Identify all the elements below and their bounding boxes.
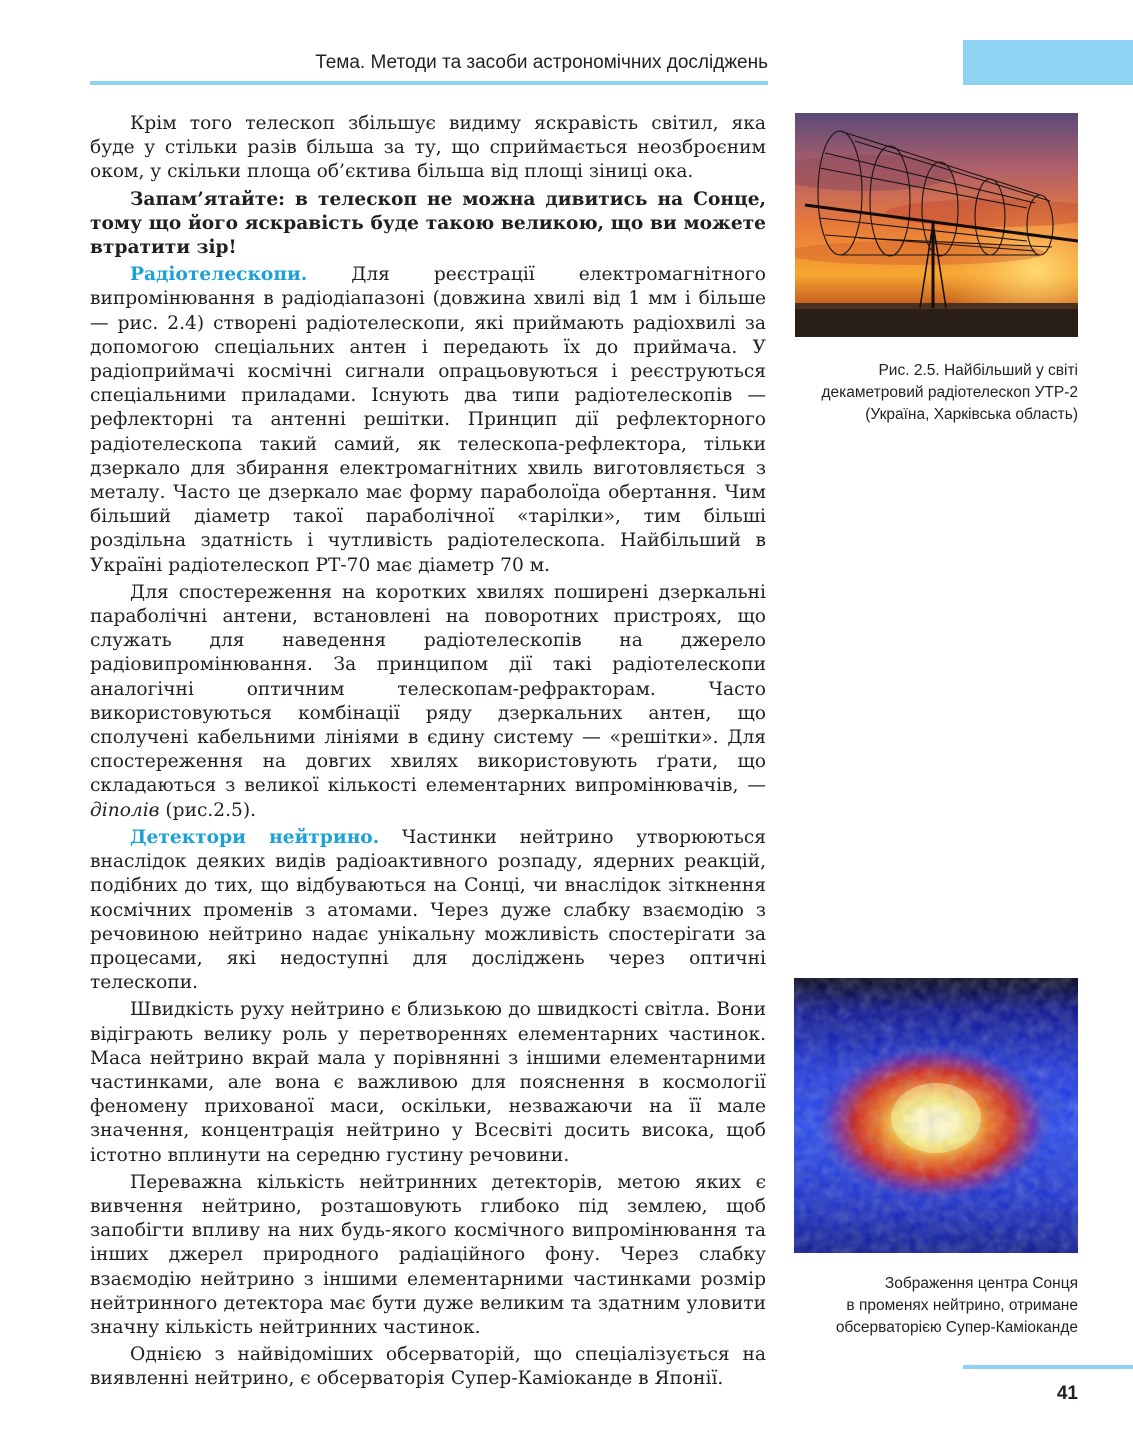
paragraph-short-waves [90,581,766,823]
paragraph-neutrino-detectors [90,826,766,995]
neutrino-sun-image [794,978,1078,1253]
footer-rule [963,1365,1133,1369]
figure2-caption-line: в променях нейтрино, отримане [846,1297,1078,1314]
dipoles-term: діполів [90,799,160,821]
figure1-caption-line: декаметровий радіотелескоп УТР-2 [821,384,1078,401]
paragraph-detector-location: Переважна кількість нейтринних детекторів, метою яких є вивчення нейтрино, розташовують глибоко під землею, щоб запобігти впливу на них будь-якого космічного випромінювання та інших джерел природного радіаційного фону. Через слабку взаємодію нейтрино з іншими елементарними частинками розмір нейтринного детектора має бути дуже великим та здатним уловити значну кількість нейтринних частинок. [90,1171,766,1338]
paragraph-neutrino-speed: Швидкість руху нейтрино є близькою до швидкості світла. Вони відіграють велику роль у перетвореннях елементарних частинок. Маса нейтрино вкрай мала у порівнянні з іншими елементарними частинками, але вона є важливою для пояснення в космології феномену прихованої маси, оскільки, незважаючи на її мале значення, концентрація нейтрино у Всесвіті досить висока, щоб істотно вплинути на середню густину речовини. [90,999,766,1166]
paragraph-super-kamiokande: Однією з найвідоміших обсерваторій, що спеціалізується на виявленні нейтрино, є обсерваторія Супер-Каміоканде в Японії. [90,1344,766,1390]
page-header-title: Тема. Методи та засоби астрономічних досліджень [315,52,768,73]
radiotelescopes-text: Для реєстрації електромагнітного випромінювання в радіодіапазоні (довжина хвилі від 1 мм і більше — рис. 2.4) створені радіотелескопи, які приймають радіохвилі за допомогою спеціальних антен і передають їх до приймача. У радіоприймачі космічні сигнали опрацьовуються і реєструються спеціальними приладами. Існують два типи радіотелескопів — рефлекторні та антенні решітки. Принцип дії рефлекторного радіотелескопа такий самий, як телескопа-рефлектора, тільки дзеркало для збирання електромагнітних хвиль виготовляється з металу. Часто це дзеркало має форму параболоїда обертання. Чим більший діаметр такої параболічної «тарілки», тим більші роздільна здатність і чутливість радіотелескопа. Найбільший в Україні радіотелескоп РТ-70 має діаметр 70 м. [90,264,766,576]
figure2-caption [780,1273,1078,1339]
paragraph-radiotelescopes [90,263,766,578]
page-number: 41 [1056,1383,1078,1404]
paragraph-telescope-brightness: Крім того телескоп збільшує видиму яскравість світил, яка буде у стільки разів більша за ту, що сприймається неозброєним оком, у скільки площа об’єктива більша від площі зіниці ока. [90,113,766,183]
figure1-caption [780,360,1078,426]
figure2-caption-line: Зображення центра Сонця [884,1275,1078,1292]
radiotelescope-photo [795,113,1078,337]
main-text [90,112,766,1395]
short-waves-text: Для спостереження на коротких хвилях поширені дзеркальні параболічні антени, встановлені на поворотних пристроях, що служать для наведення радіотелескопів на джерело радіовипромінювання. За принципом дії такі радіотелескопи аналогічні оптичним телескопам-рефракторам. Часто використовуються комбінації ряду дзеркальних антен, що сполучені кабельними лініями в єдину систему — «решітки». Для спостереження на довгих хвилях використовують ґрати, що складаються з великої кількості елементарних випромінювачів, — [90,581,766,797]
figure1-caption-line: (Україна, Харківська область) [865,406,1078,423]
keyword-radiotelescopes: Радіотелескопи. [130,264,308,286]
keyword-neutrino-detectors: Детектори нейтрино. [130,826,380,848]
figure1-caption-line: Рис. 2.5. Найбільший у світі [878,362,1078,379]
neutrino-detectors-text: Частинки нейтрино утворюються внаслідок деяких видів радіоактивного розпаду, ядерних реакцій, подібних до тих, що відбуваються на Сонці, чи внаслідок зіткнення космічних променів з атомами. Через дуже слабку взаємодію з речовиною нейтрино надає унікальну можливість спостерігати за процесами, які недоступні для досліджень через оптичні телескопи. [90,826,767,994]
header-rule [90,81,768,85]
paragraph-warning: Запам’ятайте: в телескоп не можна дивитись на Сонце, тому що його яскравість буде такою великою, що ви можете втратити зір! [90,188,766,259]
figure2-caption-line: обсерваторією Супер-Каміоканде [835,1319,1078,1336]
short-waves-end: (рис.2.5). [159,799,257,821]
header-accent-block [963,40,1133,85]
